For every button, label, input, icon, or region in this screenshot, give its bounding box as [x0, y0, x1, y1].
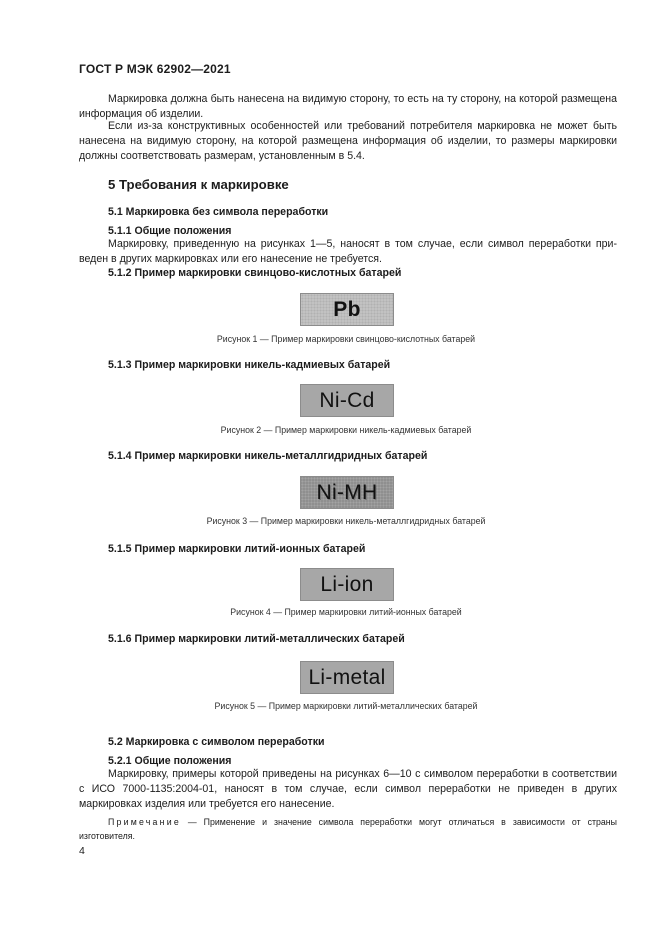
intro-paragraph-2: Если из-за конструктивных особенностей или требований потребителя маркировка не может быть нанесена на видимую сторону, на которой размещена информация об изделии, то размеры маркировки должны соответствовать размерам, установленным в 5.4. — [79, 120, 617, 162]
note-paragraph — [79, 815, 617, 843]
section-5-1-title: 5.1 Маркировка без символа переработки — [108, 206, 329, 218]
lithium-ion-marking-figure: Li-ion — [300, 568, 394, 601]
figure-5-caption: Рисунок 5 — Пример маркировки литий-металлических батарей — [214, 701, 478, 711]
section-5-1-3-title: 5.1.3 Пример маркировки никель-кадмиевых батарей — [108, 359, 391, 371]
section-5-1-4-title: 5.1.4 Пример маркировки никель-металлгидридных батарей — [108, 450, 428, 462]
page-number: 4 — [79, 845, 85, 857]
section-5-2-1-text: Маркировку, примеры которой приведены на рисунках 6—10 с символом переработки в соответствии с ИСО 7000-1135:2004-01, наносят в том случае, если символ переработки не приведен в других маркировках изделия или требуется его нанесение. — [79, 768, 617, 810]
section-5-1-6-title: 5.1.6 Пример маркировки литий-металлических батарей — [108, 633, 405, 645]
section-5-2-title: 5.2 Маркировка с символом переработки — [108, 736, 325, 748]
figure-2-caption: Рисунок 2 — Пример маркировки никель-кадмиевых батарей — [220, 425, 472, 435]
figure-3-caption: Рисунок 3 — Пример маркировки никель-металлгидридных батарей — [206, 516, 486, 526]
document-header: ГОСТ Р МЭК 62902—2021 — [79, 62, 231, 76]
section-5-1-1-text: Маркировку, приведенную на рисунках 1—5, наносят в том случае, если символ переработки приведен в других маркировках или его нанесение не требуется. — [79, 238, 617, 265]
nickel-cadmium-marking-figure: Ni-Cd — [300, 384, 394, 417]
section-5-title: 5 Требования к маркировке — [108, 177, 289, 192]
lithium-metal-marking-figure: Li-metal — [300, 661, 394, 694]
section-5-1-1-title: 5.1.1 Общие положения — [108, 225, 232, 237]
lead-acid-marking-figure: Pb — [300, 293, 394, 326]
nickel-metal-hydride-marking-figure: Ni-MH — [300, 476, 394, 509]
intro-paragraph-1: Маркировка должна быть нанесена на видимую сторону, то есть на ту сторону, на которой размещена информация об изделии. — [79, 93, 617, 120]
figure-1-caption: Рисунок 1 — Пример маркировки свинцово-кислотных батарей — [216, 334, 476, 344]
note-text: — Применение и значение символа переработки могут отличаться в зависимости от страны изготовителя. — [79, 817, 617, 841]
section-5-2-1-title: 5.2.1 Общие положения — [108, 755, 232, 767]
note-label: Примечание — [108, 817, 181, 827]
section-5-1-2-title: 5.1.2 Пример маркировки свинцово-кислотных батарей — [108, 267, 402, 279]
section-5-1-5-title: 5.1.5 Пример маркировки литий-ионных батарей — [108, 543, 366, 555]
figure-4-caption: Рисунок 4 — Пример маркировки литий-ионных батарей — [230, 607, 462, 617]
